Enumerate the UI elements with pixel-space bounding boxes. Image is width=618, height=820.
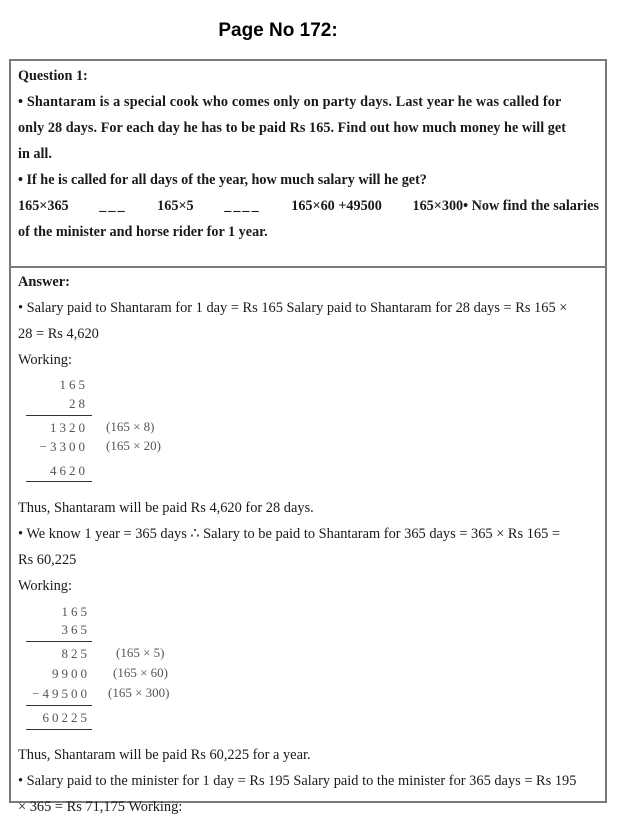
question-text: in all.	[18, 146, 52, 162]
working-note: (165 × 300)	[108, 685, 170, 700]
answer-text: Thus, Shantaram will be paid Rs 60,225 for a year.	[18, 747, 311, 763]
question-text: only 28 days. For each day he has to be paid Rs 165. Find out how much money he will get	[18, 120, 567, 136]
working-rule	[26, 415, 92, 416]
working-row: 165	[59, 377, 88, 392]
answer-text-line	[18, 768, 600, 794]
question-answer-frame	[9, 59, 607, 815]
answer-text: Rs 60,225	[18, 552, 77, 568]
question-text-line	[18, 89, 599, 115]
question-text: • Shantaram is a special cook who comes only on party days. Last year he was called for	[18, 94, 562, 110]
working-row: −49500	[32, 686, 90, 701]
working-label: Working:	[18, 578, 72, 594]
question-label: Question 1:	[18, 68, 88, 84]
answer-text-line	[18, 521, 600, 547]
working-row: 4620	[50, 463, 88, 478]
working-label: Working:	[18, 352, 72, 368]
expression: 165×300• Now find the salaries	[412, 198, 599, 214]
answer-text: 28 = Rs 4,620	[18, 326, 99, 342]
working-row: −3300	[39, 439, 88, 454]
working-row: 60225	[42, 710, 90, 725]
working-row: 825	[61, 646, 90, 661]
working-rule	[26, 641, 92, 642]
working-multiplication-1	[18, 373, 600, 495]
working-rule	[26, 705, 92, 706]
answer-text: × 365 = Rs 71,175 Working:	[18, 799, 183, 815]
working-note: (165 × 20)	[106, 438, 161, 453]
working-row: 165	[61, 604, 90, 619]
question-section	[11, 61, 605, 268]
answer-label: Answer:	[18, 274, 70, 290]
question-text: of the minister and horse rider for 1 year.	[18, 224, 268, 240]
question-expressions	[18, 193, 599, 219]
working-note: (165 × 60)	[113, 665, 168, 680]
working-row: 365	[61, 622, 90, 637]
working-row: 9900	[52, 666, 90, 681]
question-text: • If he is called for all days of the year, how much salary will he get?	[18, 172, 427, 188]
page-title: Page No 172:	[218, 20, 338, 41]
blank: ____	[224, 198, 261, 214]
question-text-line	[18, 115, 599, 141]
working-row: 1320	[50, 420, 88, 435]
working-multiplication-2	[18, 599, 600, 742]
working-row: 28	[69, 396, 88, 411]
expression: 165×5	[157, 198, 194, 214]
answer-text-line	[18, 295, 600, 321]
expression: 165×60 +49500	[291, 198, 382, 214]
working-note: (165 × 8)	[106, 419, 155, 434]
working-note: (165 × 5)	[116, 645, 165, 660]
answer-text: Thus, Shantaram will be paid Rs 4,620 for 28 days.	[18, 500, 314, 516]
answer-text: • Salary paid to the minister for 1 day = Rs 195 Salary paid to the minister for 365 days = Rs 195	[18, 773, 577, 789]
answer-text: • Salary paid to Shantaram for 1 day = Rs 165 Salary paid to Shantaram for 28 days = Rs 165 ×	[18, 300, 568, 316]
working-rule	[26, 729, 92, 730]
answer-section	[11, 268, 605, 820]
answer-text: • We know 1 year = 365 days ∴ Salary to be paid to Shantaram for 365 days = 365 × Rs 165 =	[18, 526, 561, 542]
working-rule	[26, 481, 92, 482]
expression: 165×365	[18, 198, 69, 214]
blank: ___	[99, 198, 127, 214]
